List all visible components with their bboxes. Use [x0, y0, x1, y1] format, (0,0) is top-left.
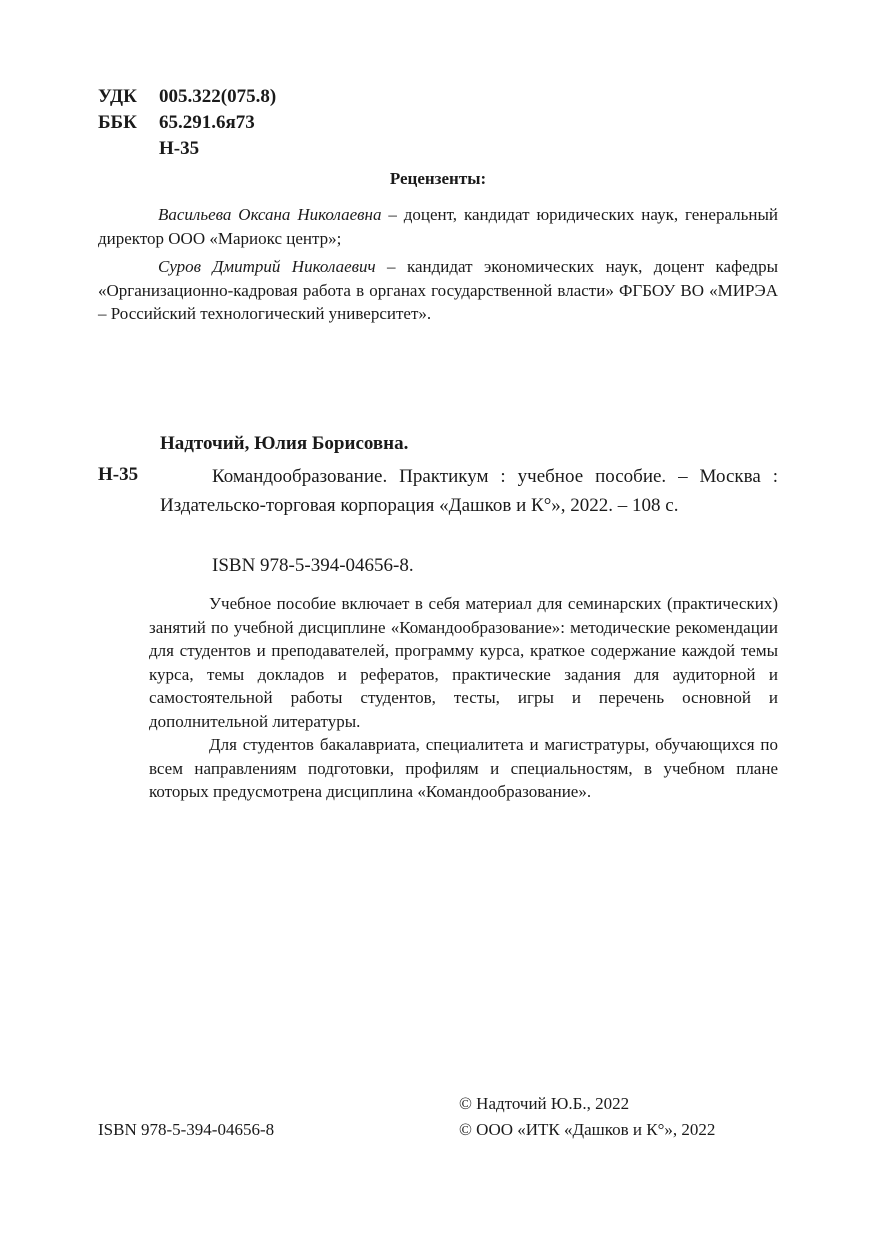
- reviewer-1: [98, 203, 778, 250]
- author-mark: Н-35: [159, 138, 200, 159]
- bib-description-block: [160, 462, 778, 520]
- bbk-row: [98, 110, 276, 136]
- reviewer-2-name: Суров Дмитрий Николаевич: [158, 257, 376, 276]
- annotation-paragraph-1: Учебное пособие включает в себя материал для семинарских (практических) занятий по учебной дисциплине «Командообразование»: методические рекомендации для студентов и преподавателей, программу курса, краткое содержание каждой темы курса, темы докладов и рефератов, практические задания для аудиторной и самостоятельной работы студентов, тесты, игры и перечень основной и дополнительной литературы.: [149, 594, 778, 731]
- reviewer-2: [98, 255, 778, 326]
- copyright-publisher: © ООО «ИТК «Дашков и К°», 2022: [459, 1120, 716, 1139]
- bbk-label: ББК: [98, 112, 137, 133]
- author-mark-row: [98, 136, 276, 162]
- footer-isbn: ISBN 978-5-394-04656-8: [98, 1120, 275, 1139]
- bib-code: Н-35: [98, 464, 139, 485]
- bib-description: Командообразование. Практикум : учебное пособие. – Москва : Издательско-торговая корпорация «Дашков и К°», 2022. – 108 с.: [160, 466, 778, 516]
- reviewer-1-name: Васильева Оксана Николаевна: [158, 205, 382, 224]
- bib-author: Надточий, Юлия Борисовна.: [160, 433, 409, 454]
- bbk-value: 65.291.6я73: [159, 112, 255, 133]
- udk-value: 005.322(075.8): [159, 86, 277, 107]
- reviewer-2-text: – кандидат экономических наук, доцент кафедры «Организационно-кадровая работа в органах государственной власти» ФГБОУ ВО «МИРЭА – Российский технологический университет».: [98, 257, 778, 323]
- classification-codes: [98, 84, 276, 162]
- reviewer-1-text: – доцент, кандидат юридических наук, генеральный директор ООО «Мариокс центр»;: [98, 205, 778, 248]
- reviewers-title: Рецензенты:: [389, 169, 487, 188]
- udk-label: УДК: [98, 86, 137, 107]
- udk-row: [98, 84, 276, 110]
- bib-isbn: ISBN 978-5-394-04656-8.: [212, 555, 414, 576]
- copyright-author: © Надточий Ю.Б., 2022: [459, 1094, 630, 1113]
- annotation-paragraph-2: Для студентов бакалавриата, специалитета и магистратуры, обучающихся по всем направлениям подготовки, профилям и специальностям, в учебном плане которых предусмотрена дисциплина «Командообразование».: [149, 735, 778, 801]
- annotation: [149, 592, 778, 804]
